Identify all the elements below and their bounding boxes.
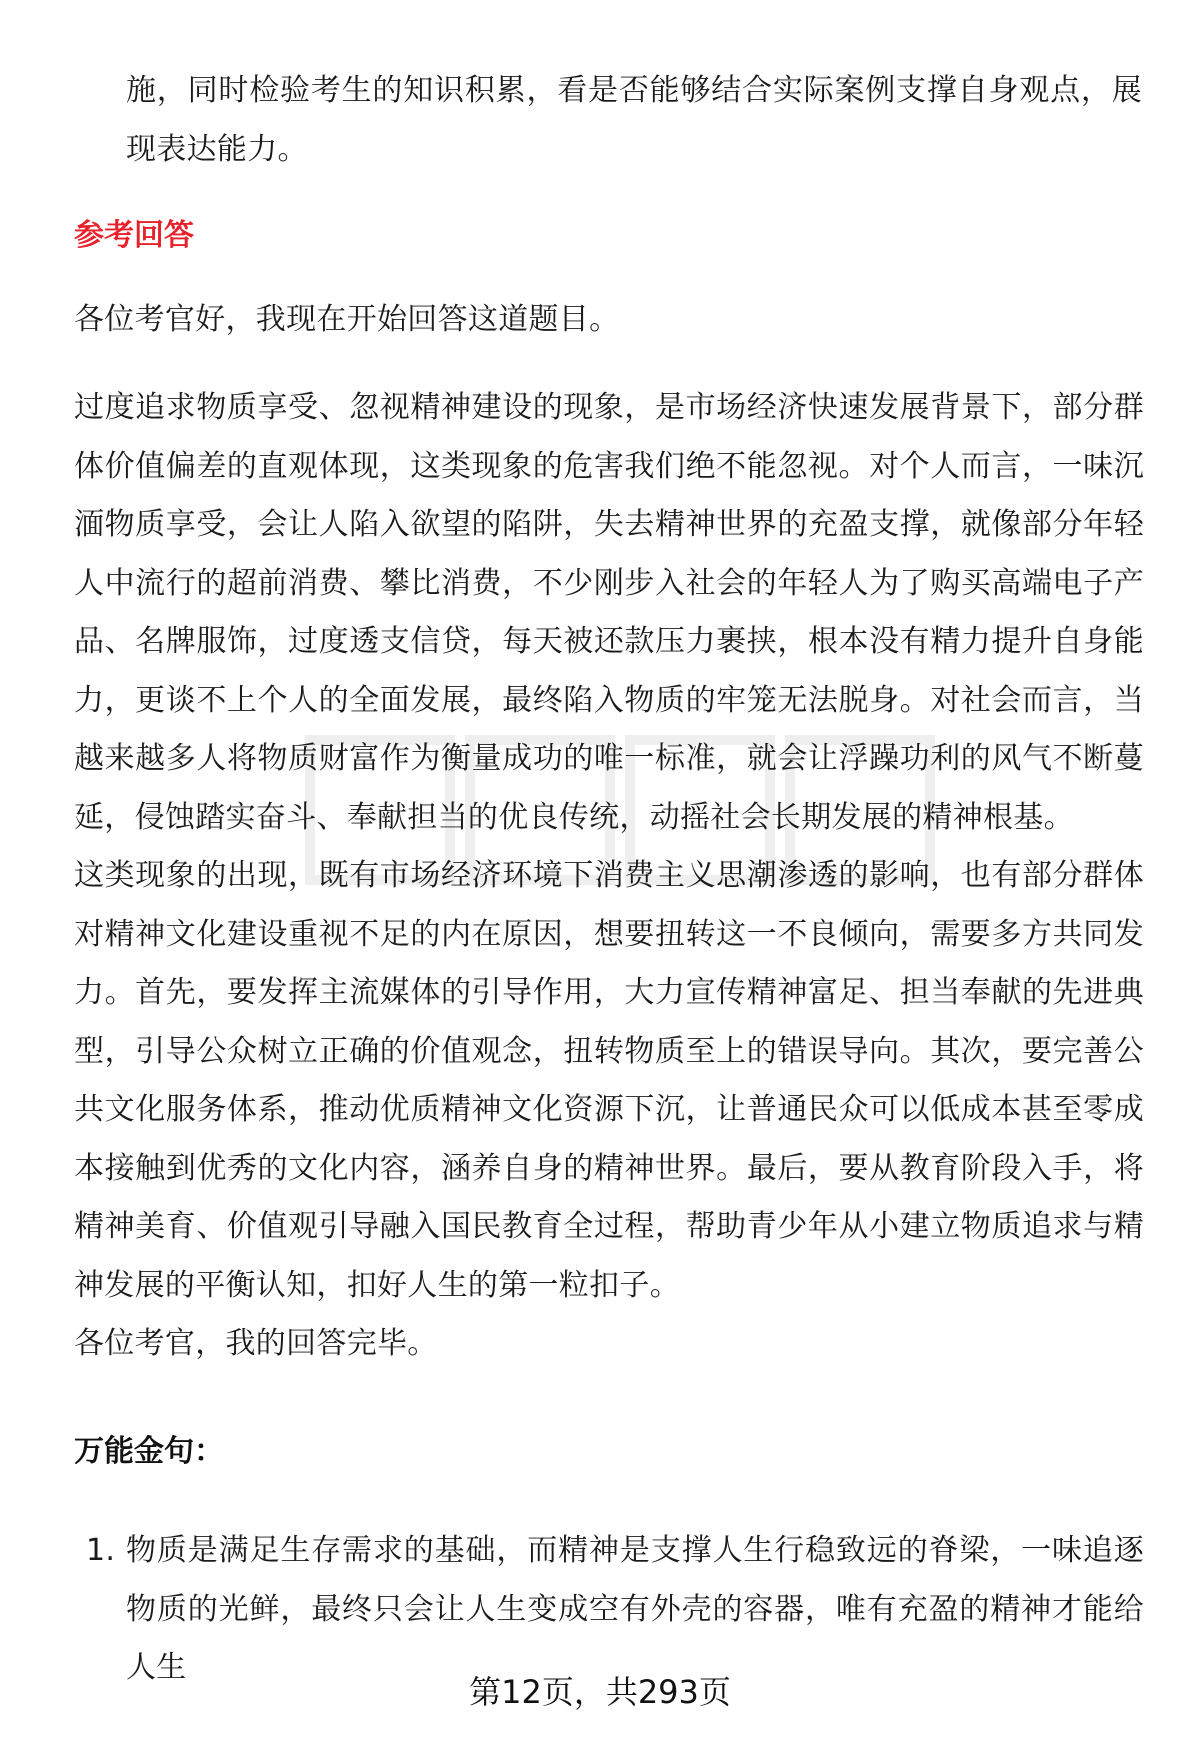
answer-greeting: 各位考官好，我现在开始回答这道题目。 [74,302,620,337]
golden-sentences-heading: 万能金句： [74,1434,224,1469]
intro-continuation: 施，同时检验考生的知识积累，看是否能够结合实际案例支撑自身观点，展现表达能力。 [126,73,1142,167]
list-item-text: 物质是满足生存需求的基础，而精神是支撑人生行稳致远的脊梁，一味追逐物质的光鲜，最终只会让人生变成空有外壳的容器，唯有充盈的精神才能给人生 [126,1533,1144,1685]
page-number-footer: 第12页，共293页 [469,1673,731,1711]
answer-body [74,379,1144,1374]
answer-paragraph-harms: 过度追求物质享受、忽视精神建设的现象，是市场经济快速发展背景下，部分群体价值偏差的直观体现，这类现象的危害我们绝不能忽视。对个人而言，一味沉湎物质享受，会让人陷入欲望的陷阱，失去精神世界的充盈支撑，就像部分年轻人中流行的超前消费、攀比消费，不少刚步入社会的年轻人为了购买高端电子产品、名牌服饰，过度透支信贷，每天被还款压力裹挟，根本没有精力提升自身能力，更谈不上个人的全面发展，最终陷入物质的牢笼无法脱身。对社会而言，当越来越多人将物质财富作为衡量成功的唯一标准，就会让浮躁功利的风气不断蔓延，侵蚀踏实奋斗、奉献担当的优良传统，动摇社会长期发展的精神根基。 [74,390,1144,835]
reference-answer-heading: 参考回答 [74,218,194,253]
answer-paragraph-closing: 各位考官，我的回答完毕。 [74,1326,438,1361]
answer-paragraph-measures: 这类现象的出现，既有市场经济环境下消费主义思潮渗透的影响，也有部分群体对精神文化建设重视不足的内在原因，想要扭转这一不良倾向，需要多方共同发力。首先，要发挥主流媒体的引导作用，大力宣传精神富足、担当奉献的先进典型，引导公众树立正确的价值观念，扭转物质至上的错误导向。其次，要完善公共文化服务体系，推动优质精神文化资源下沉，让普通民众可以低成本甚至零成本接触到优秀的文化内容，涵养自身的精神世界。最后，要从教育阶段入手，将精神美育、价值观引导融入国民教育全过程，帮助青少年从小建立物质追求与精神发展的平衡认知，扣好人生的第一粒扣子。 [74,858,1144,1303]
list-item-number: 1. [86,1533,116,1568]
